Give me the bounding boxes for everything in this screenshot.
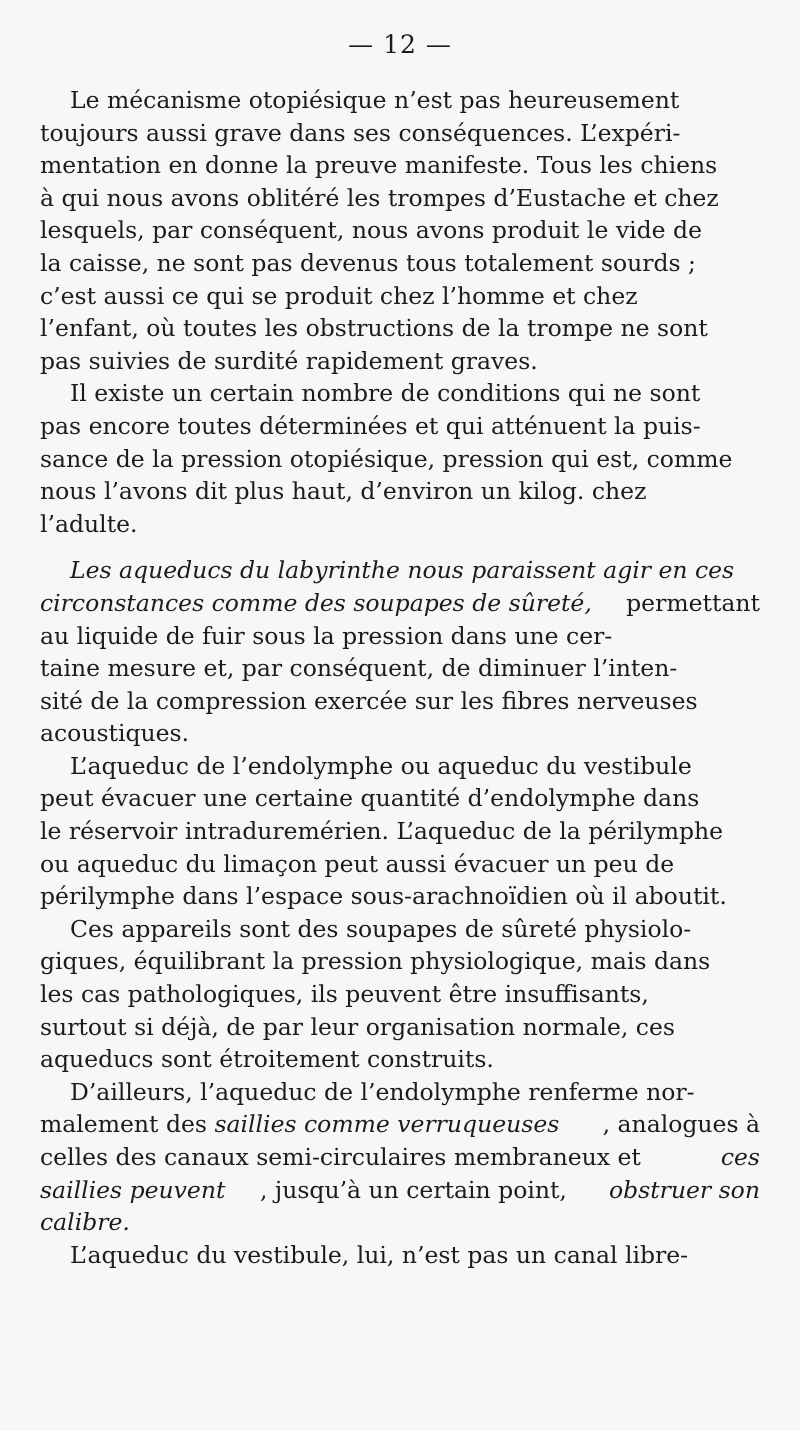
- page-number: — 12 —: [348, 30, 452, 59]
- text-line: sance de la pression otopiésique, pression qui est, comme: [40, 444, 733, 473]
- text-line: toujours aussi grave dans ses conséquences. L’expéri-: [40, 118, 681, 147]
- text-line: calibre.: [40, 1208, 130, 1237]
- text-line: pas suivies de surdité rapidement graves.: [40, 346, 538, 375]
- text-line: giques, équilibrant la pression physiologique, mais dans: [40, 947, 711, 976]
- text-line: celles des canaux semi-circulaires membraneux et ces: [40, 1143, 760, 1171]
- text-line: taine mesure et, par conséquent, de diminuer l’inten-: [40, 654, 678, 683]
- text-line: nous l’avons dit plus haut, d’environ un kilog. chez: [40, 477, 647, 506]
- text-line: circonstances comme des soupapes de sûreté, permettant: [40, 588, 760, 617]
- text-line: lesquels, par conséquent, nous avons produit le vide de: [40, 216, 702, 245]
- paragraph-4: [40, 750, 760, 913]
- text-line: saillies peuvent , jusqu’à un certain point, obstruer son: [40, 1175, 760, 1204]
- text-line: malement des saillies comme verruqueuses , analogues à: [40, 1110, 760, 1139]
- text-line: L’aqueduc du vestibule, lui, n’est pas un canal libre-: [70, 1240, 689, 1269]
- text-line: aqueducs sont étroitement construits.: [40, 1045, 494, 1074]
- text-line: mentation en donne la preuve manifeste. Tous les chiens: [40, 151, 718, 180]
- text-line: l’adulte.: [40, 509, 138, 538]
- text-line: surtout si déjà, de par leur organisation normale, ces: [40, 1012, 675, 1041]
- text-line: L’aqueduc de l’endolymphe ou aqueduc du vestibule: [70, 751, 692, 780]
- text-line: Il existe un certain nombre de conditions qui ne sont: [70, 379, 701, 408]
- paragraph-1: [40, 84, 760, 377]
- text-line: à qui nous avons oblitéré les trompes d’Eustache et chez: [40, 183, 719, 212]
- paragraph-7: [40, 1239, 760, 1272]
- text-line: pas encore toutes déterminées et qui atténuent la puis-: [40, 411, 701, 440]
- text-line: les cas pathologiques, ils peuvent être insuffisants,: [40, 980, 649, 1009]
- text-line: Le mécanisme otopiésique n’est pas heureusement: [70, 86, 680, 114]
- paragraph-2: [40, 377, 760, 540]
- text-line: la caisse, ne sont pas devenus tous totalement sourds ;: [40, 248, 696, 277]
- text-line: Les aqueducs du labyrinthe nous paraissent agir en ces: [70, 556, 735, 585]
- text-line: D’ailleurs, l’aqueduc de l’endolymphe renferme nor-: [70, 1077, 695, 1106]
- text-line: c’est aussi ce qui se produit chez l’homme et chez: [40, 281, 638, 310]
- text-line: périlymphe dans l’espace sous-arachnoïdien où il aboutit.: [40, 882, 727, 911]
- paragraph-3: [40, 554, 760, 750]
- body-text: [40, 84, 760, 1271]
- paragraph-5: [40, 913, 760, 1076]
- text-line: le réservoir intraduremérien. L’aqueduc de la périlymphe: [40, 817, 724, 846]
- text-line: au liquide de fuir sous la pression dans une cer-: [40, 621, 613, 650]
- text-line: ou aqueduc du limaçon peut aussi évacuer un peu de: [40, 849, 675, 878]
- text-line: l’enfant, où toutes les obstructions de la trompe ne sont: [40, 314, 708, 343]
- text-line: peut évacuer une certaine quantité d’endolymphe dans: [40, 784, 700, 813]
- text-line: sité de la compression exercée sur les fibres nerveuses: [40, 686, 698, 715]
- paragraph-6: [40, 1076, 760, 1239]
- text-line: acoustiques.: [40, 719, 190, 748]
- text-line: Ces appareils sont des soupapes de sûreté physiolo-: [70, 914, 692, 943]
